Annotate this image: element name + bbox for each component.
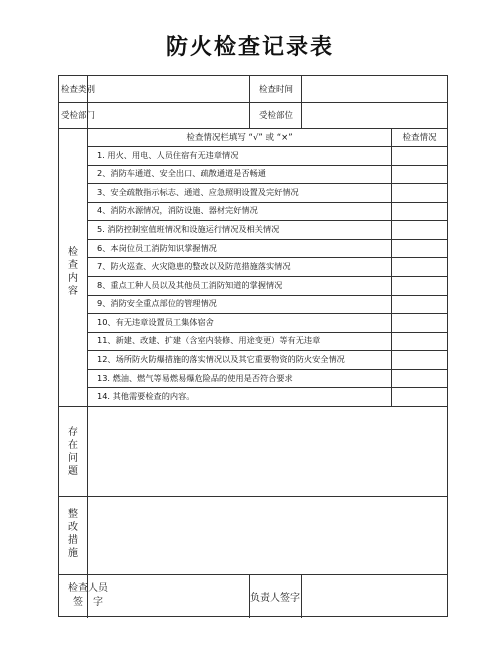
checklist-item: 13. 燃油、燃气等易燃易爆危险品的使用是否符合要求	[97, 372, 293, 383]
issues-label: 存在问题	[68, 427, 78, 477]
rectification-field[interactable]	[89, 498, 445, 572]
inspection-form-table	[58, 75, 448, 617]
checklist-item: 2、消防车通道、安全出口、疏散通道是否畅通	[97, 168, 266, 179]
responsible-signature-label: 负责人签字	[250, 592, 300, 604]
column-divider	[87, 76, 88, 618]
checklist-item: 9、消防安全重点部位的管理情况	[97, 298, 217, 309]
checklist-item: 11、新建、改建、扩建（含室内装修、用途变更）等有无违章	[97, 335, 321, 346]
row-divider	[59, 496, 447, 497]
inspector-signature-field[interactable]	[119, 576, 247, 616]
check-type-label: 检查类别	[61, 85, 96, 95]
checklist-status-cell[interactable]	[392, 332, 447, 351]
content-section-label: 检查内容	[68, 247, 78, 297]
check-time-field[interactable]	[303, 76, 445, 102]
checklist-status-cell[interactable]	[392, 276, 447, 295]
checklist-item: 7、防火巡查、火灾隐患的整改以及防范措施落实情况	[97, 261, 291, 272]
rectification-label: 整改措施	[68, 509, 78, 559]
checklist-status-cell[interactable]	[392, 257, 447, 276]
column-divider	[249, 76, 250, 128]
inspected-dept-field[interactable]	[89, 102, 247, 128]
checklist-status-cell[interactable]	[392, 146, 447, 165]
checklist-status-cell[interactable]	[392, 183, 447, 202]
checklist-item: 8、重点工种人员以及其他员工消防知道的掌握情况	[97, 279, 283, 290]
check-type-field[interactable]	[89, 76, 247, 102]
inspector-label-line2: 签 字	[73, 597, 103, 608]
inspected-location-label: 受检部位	[259, 111, 294, 121]
checklist-status-cell[interactable]	[392, 387, 447, 406]
checklist-item: 4、消防水源情况，消防设施、器材完好情况	[97, 205, 258, 216]
checklist-item: 1. 用火、用电、人员住宿有无违章情况	[97, 149, 239, 160]
status-column-header: 检查情况	[402, 133, 437, 143]
row-divider	[59, 406, 447, 407]
inspected-dept-label: 受检部门	[61, 111, 96, 121]
responsible-signature-field[interactable]	[303, 576, 445, 616]
checklist-item: 14. 其他需要检查的内容。	[97, 391, 195, 402]
checklist-status-cell[interactable]	[392, 295, 447, 314]
checklist-item: 3、安全疏散指示标志、通道、应急照明设置及完好情况	[97, 186, 299, 197]
checklist-status-cell[interactable]	[392, 220, 447, 239]
checklist-status-cell[interactable]	[392, 165, 447, 184]
column-divider	[301, 76, 302, 128]
checklist-status-cell[interactable]	[392, 202, 447, 221]
checklist-status-cell[interactable]	[392, 369, 447, 388]
inspector-label-line1: 检查人员	[68, 583, 108, 594]
form-title: 防火检查记录表	[165, 35, 334, 60]
instruction-header: 检查情况栏填写 “√” 或 “×”	[186, 133, 293, 143]
checklist-status-cell[interactable]	[392, 313, 447, 332]
checklist-item: 5. 消防控制室值班情况和设施运行情况及相关情况	[97, 224, 280, 235]
issues-field[interactable]	[89, 408, 445, 494]
inspector-signature-label	[63, 582, 113, 610]
inspected-location-field[interactable]	[303, 102, 445, 128]
checklist-item: 12、场所防火防爆措施的落实情况以及其它重要物资的防火安全情况	[97, 354, 345, 365]
checklist-item: 10、有无违章设置员工集体宿舍	[97, 316, 214, 327]
checklist-status-cell[interactable]	[392, 239, 447, 258]
checklist-status-cell[interactable]	[392, 350, 447, 369]
check-time-label: 检查时间	[259, 85, 294, 95]
column-divider	[301, 574, 302, 618]
checklist-item: 6、本岗位员工消防知识掌握情况	[97, 242, 217, 253]
